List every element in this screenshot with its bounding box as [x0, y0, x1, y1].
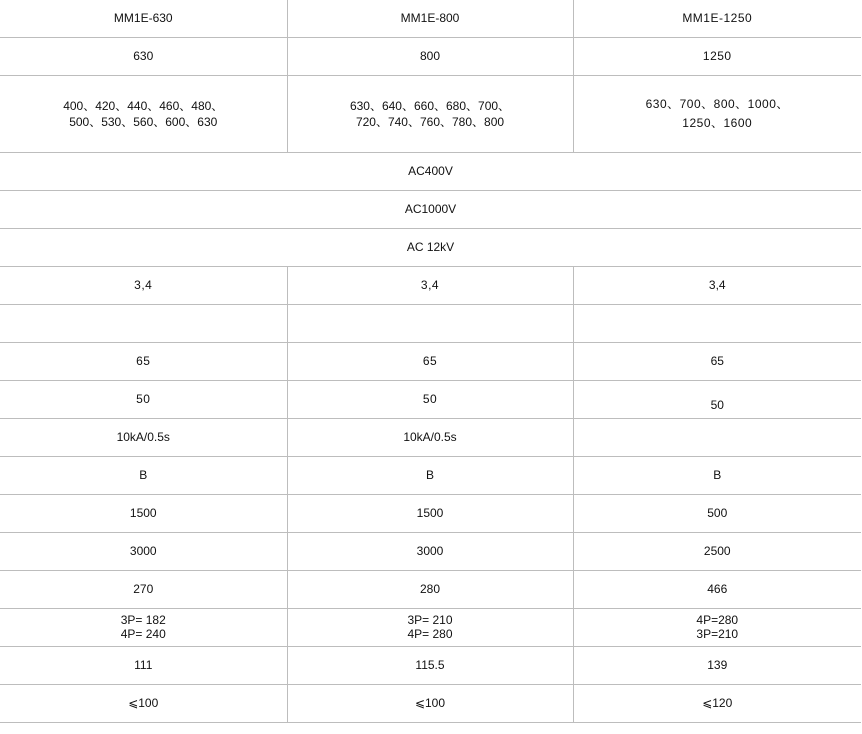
row-dim-c [0, 647, 861, 685]
cell-empty-1250 [573, 305, 861, 343]
cell-arc-distance-800: ⩽100 [287, 685, 573, 723]
cell-impulse-voltage: AC 12kV [0, 229, 861, 267]
rated-current-line: 400、420、440、460、480、 [63, 98, 224, 113]
cell-rated-voltage: AC400V [0, 153, 861, 191]
cell-ics-800: 50 [287, 381, 573, 419]
cell-electrical-life-630: 1500 [0, 495, 287, 533]
cell-category-1250: B [573, 457, 861, 495]
row-rated-voltage [0, 153, 861, 191]
row-rated-current [0, 76, 861, 153]
cell-mechanical-life-1250: 2500 [573, 533, 861, 571]
cell-category-630: B [0, 457, 287, 495]
cell-mechanical-life-800: 3000 [287, 533, 573, 571]
cell-empty-630 [0, 305, 287, 343]
row-poles [0, 267, 861, 305]
cell-insulation-voltage: AC1000V [0, 191, 861, 229]
dim-b-line: 3P= 210 [407, 613, 453, 628]
cell-poles-1250: 3,4 [573, 267, 861, 305]
cell-frame-current-800: 800 [287, 38, 573, 76]
cell-dim-b-1250 [573, 609, 861, 647]
cell-dim-c-1250: 139 [573, 647, 861, 685]
cell-icu-800: 65 [287, 343, 573, 381]
cell-empty-800 [287, 305, 573, 343]
row-category [0, 457, 861, 495]
rated-current-line: 1250、1600 [682, 116, 753, 130]
row-model [0, 0, 861, 38]
cell-dim-a-1250: 466 [573, 571, 861, 609]
cell-icw-630: 10kA/0.5s [0, 419, 287, 457]
row-electrical-life [0, 495, 861, 533]
cell-electrical-life-1250: 500 [573, 495, 861, 533]
rated-current-line: 500、530、560、600、630 [69, 115, 218, 129]
row-icu [0, 343, 861, 381]
cell-icu-630: 65 [0, 343, 287, 381]
row-insulation-voltage [0, 191, 861, 229]
row-arc-distance [0, 685, 861, 723]
cell-frame-current-630: 630 [0, 38, 287, 76]
cell-icu-1250: 65 [573, 343, 861, 381]
cell-mechanical-life-630: 3000 [0, 533, 287, 571]
cell-dim-c-630: 111 [0, 647, 287, 685]
cell-category-800: B [287, 457, 573, 495]
row-icw [0, 419, 861, 457]
cell-model-630: MM1E-630 [0, 0, 287, 38]
row-empty [0, 305, 861, 343]
cell-ics-630: 50 [0, 381, 287, 419]
cell-poles-800: 3,4 [287, 267, 573, 305]
cell-model-800: MM1E-800 [287, 0, 573, 38]
row-impulse-voltage [0, 229, 861, 267]
ics-value: 50 [710, 398, 724, 413]
cell-electrical-life-800: 1500 [287, 495, 573, 533]
cell-poles-630: 3,4 [0, 267, 287, 305]
cell-icw-1250 [573, 419, 861, 457]
row-frame-current [0, 38, 861, 76]
cell-rated-current-800 [287, 76, 573, 153]
cell-arc-distance-1250: ⩽120 [573, 685, 861, 723]
cell-frame-current-1250: 1250 [573, 38, 861, 76]
cell-model-1250: MM1E-1250 [573, 0, 861, 38]
rated-current-line: 630、640、660、680、700、 [349, 98, 511, 113]
row-ics [0, 381, 861, 419]
dim-b-line: 4P=280 [696, 613, 739, 628]
cell-dim-a-800: 280 [287, 571, 573, 609]
row-mechanical-life [0, 533, 861, 571]
cell-rated-current-1250 [573, 76, 861, 153]
cell-arc-distance-630: ⩽100 [0, 685, 287, 723]
cell-rated-current-630 [0, 76, 287, 153]
cell-ics-1250 [573, 381, 861, 419]
cell-dim-b-800 [287, 609, 573, 647]
cell-icw-800: 10kA/0.5s [287, 419, 573, 457]
dim-b-line: 3P= 182 [120, 613, 166, 628]
cell-dim-b-630 [0, 609, 287, 647]
row-dim-a [0, 571, 861, 609]
dim-b-line: 4P= 280 [407, 626, 453, 641]
cell-dim-c-800: 115.5 [287, 647, 573, 685]
dim-b-line: 4P= 240 [120, 626, 166, 641]
cell-dim-a-630: 270 [0, 571, 287, 609]
rated-current-line: 720、740、760、780、800 [355, 115, 505, 129]
row-dim-b [0, 609, 861, 647]
dim-b-line: 3P=210 [696, 626, 739, 641]
rated-current-line: 630、700、800、1000、 [645, 97, 789, 112]
